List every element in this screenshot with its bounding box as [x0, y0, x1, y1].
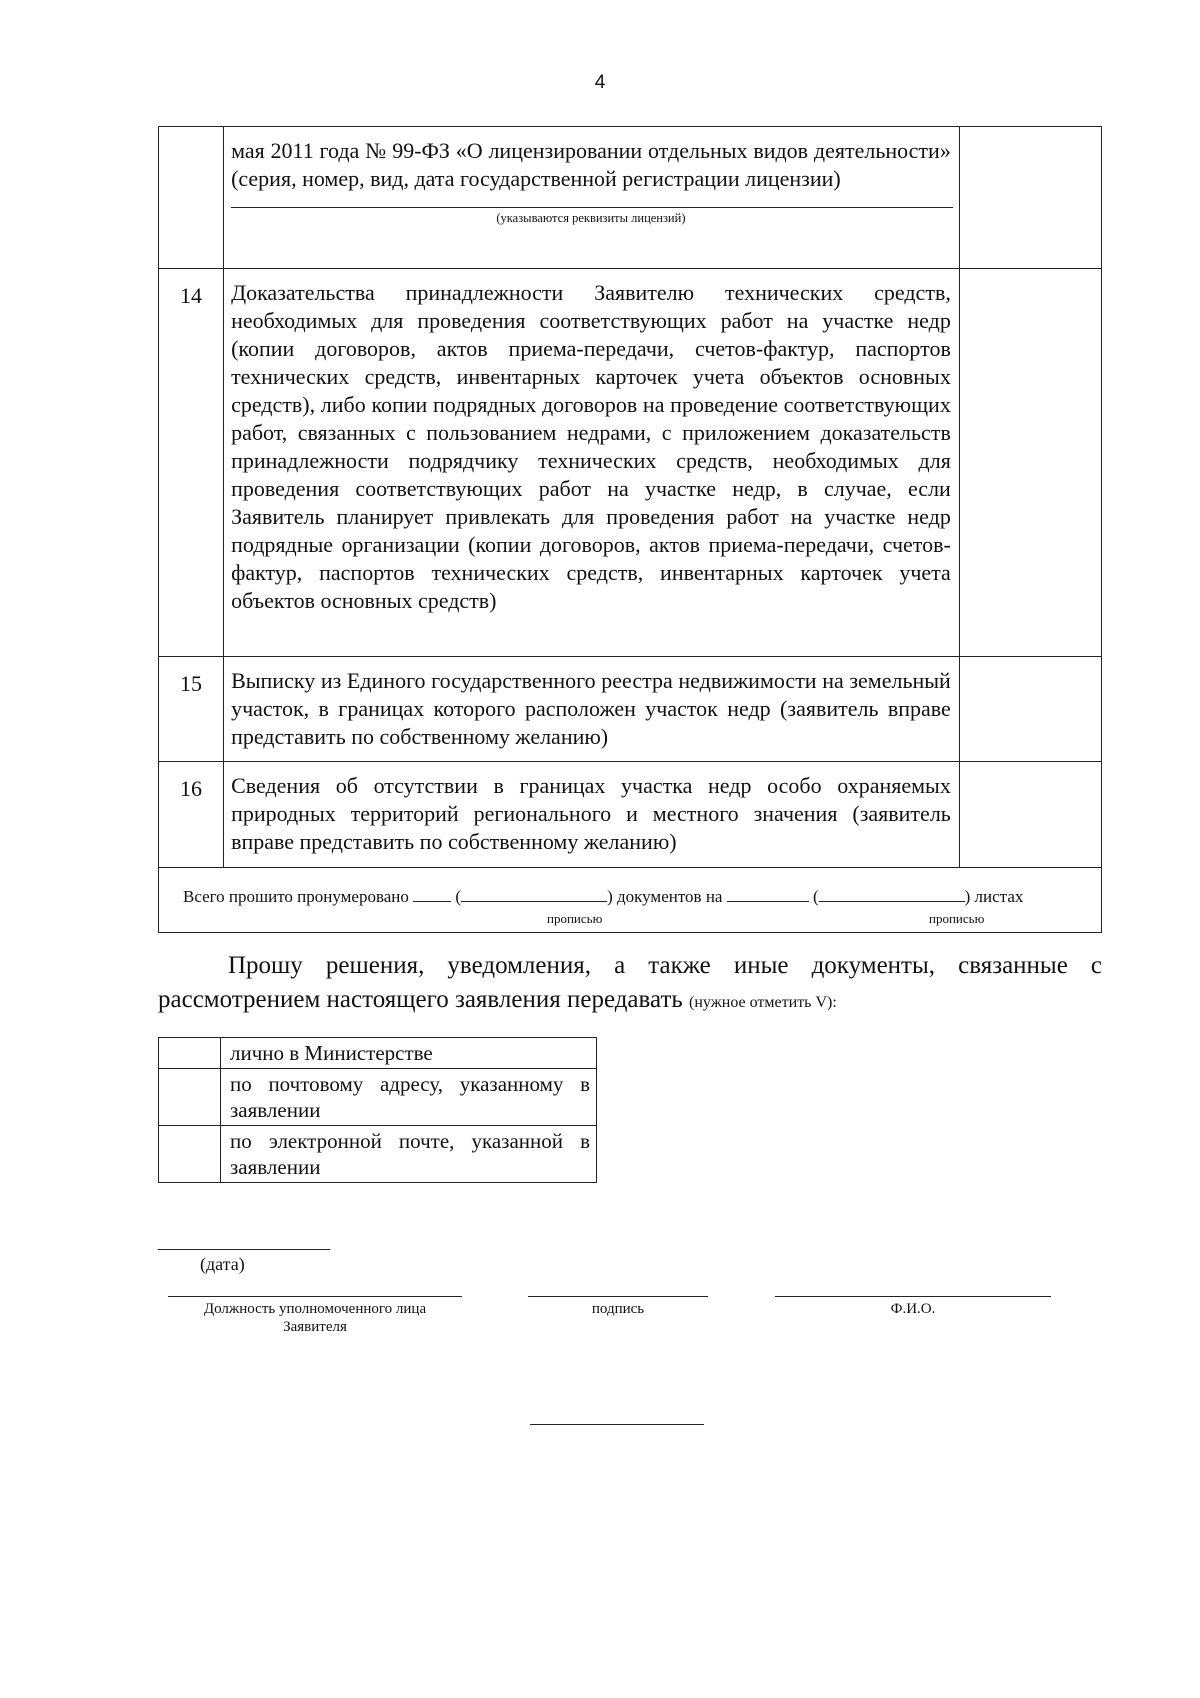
total-line: [183, 884, 1097, 908]
delivery-option-checkbox[interactable]: [159, 1069, 221, 1126]
row-number: 14: [159, 269, 224, 657]
documents-table: [158, 126, 1102, 933]
sheets-count-words-field[interactable]: [819, 884, 965, 902]
row-description: Доказательства принадлежности Заявителю технических средств, необходимых для проведения соответствующих работ на участке недр (копии договоров, актов приема-передачи, счетов-фактур, паспортов технических средств, инвентарных карточек учета объектов основных средств), либо копии подрядных договоров на проведение соответствующих работ, связанных с пользованием недрами, с приложением доказательств принадлежности подрядчику технических средств, необходимых для проведения соответствующих работ на участке недр, в случае, если Заявитель планирует привлекать для проведения работ на участке недр подрядные организации (копии договоров, актов приема-передачи, счетов-фактур, паспортов технических средств, инвентарных карточек учета объектов основных средств): [224, 269, 960, 657]
total-open-paren-2: (: [812, 887, 819, 906]
total-cell: [159, 868, 1102, 933]
words-caption-2: прописью: [929, 911, 985, 926]
row-mark-cell[interactable]: [959, 657, 1101, 762]
date-caption: (дата): [200, 1254, 245, 1274]
table-row: [159, 657, 1102, 762]
position-caption-line1: Должность уполномоченного лица: [203, 1301, 427, 1317]
position-caption: [168, 1300, 462, 1336]
row-description: Выписку из Единого государственного реестра недвижимости на земельный участок, в границах которого расположен участок недр (заявитель вправе представить по собственному желанию): [224, 657, 960, 762]
table-row: [159, 269, 1102, 657]
row-mark-cell[interactable]: [959, 127, 1101, 269]
request-note: (нужное отметить V):: [689, 994, 837, 1011]
page-number: 4: [594, 72, 606, 93]
delivery-request: [158, 949, 1102, 1020]
name-line[interactable]: [775, 1296, 1051, 1297]
request-text: Прошу решения, уведомления, а также иные документы, связанные с рассмотрением настоящего заявления передавать: [158, 952, 1102, 1013]
name-caption: Ф.И.О.: [890, 1301, 936, 1317]
delivery-option: [159, 1038, 597, 1069]
documents-count-field[interactable]: [413, 884, 451, 902]
signature-caption: подпись: [591, 1301, 645, 1317]
closing-divider: [530, 1424, 704, 1425]
row-mark-cell[interactable]: [959, 269, 1101, 657]
documents-count-words-field[interactable]: [461, 884, 607, 902]
total-open-paren-1: (: [455, 887, 462, 906]
delivery-option: [159, 1069, 597, 1126]
row-description: [224, 127, 960, 269]
total-prefix: Всего прошито пронумеровано: [183, 887, 409, 906]
row-number: [159, 127, 224, 269]
license-details-caption: (указываются реквизиты лицензий): [496, 211, 686, 225]
delivery-option-label: по электронной почте, указанной в заявлении: [221, 1126, 597, 1183]
table-row: [159, 127, 1102, 269]
total-close: ) листах: [964, 887, 1024, 906]
position-caption-line2: Заявителя: [283, 1319, 347, 1335]
total-row: [159, 868, 1102, 933]
delivery-option-label: по почтовому адресу, указанному в заявлении: [221, 1069, 597, 1126]
table-row: [159, 762, 1102, 868]
row-mark-cell[interactable]: [959, 762, 1101, 868]
sheets-count-field[interactable]: [727, 884, 809, 902]
delivery-options-table: [158, 1037, 597, 1183]
delivery-option-checkbox[interactable]: [159, 1038, 221, 1069]
signature-line[interactable]: [528, 1296, 708, 1297]
row-number: 16: [159, 762, 224, 868]
delivery-option-checkbox[interactable]: [159, 1126, 221, 1183]
row-number: 15: [159, 657, 224, 762]
delivery-option-label: лично в Министерстве: [221, 1038, 597, 1069]
row-description: Сведения об отсутствии в границах участка недр особо охраняемых природных территорий регионального и местного значения (заявитель вправе представить по собственному желанию): [224, 762, 960, 868]
position-line[interactable]: [168, 1296, 462, 1297]
words-caption-1: прописью: [547, 911, 603, 926]
row-text: мая 2011 года № 99-ФЗ «О лицензировании отдельных видов деятельности» (серия, номер, вид, дата государственной регистрации лицензии): [231, 138, 951, 191]
total-middle: ) документов на: [607, 887, 723, 906]
delivery-option: [159, 1126, 597, 1183]
date-line[interactable]: [158, 1249, 330, 1250]
